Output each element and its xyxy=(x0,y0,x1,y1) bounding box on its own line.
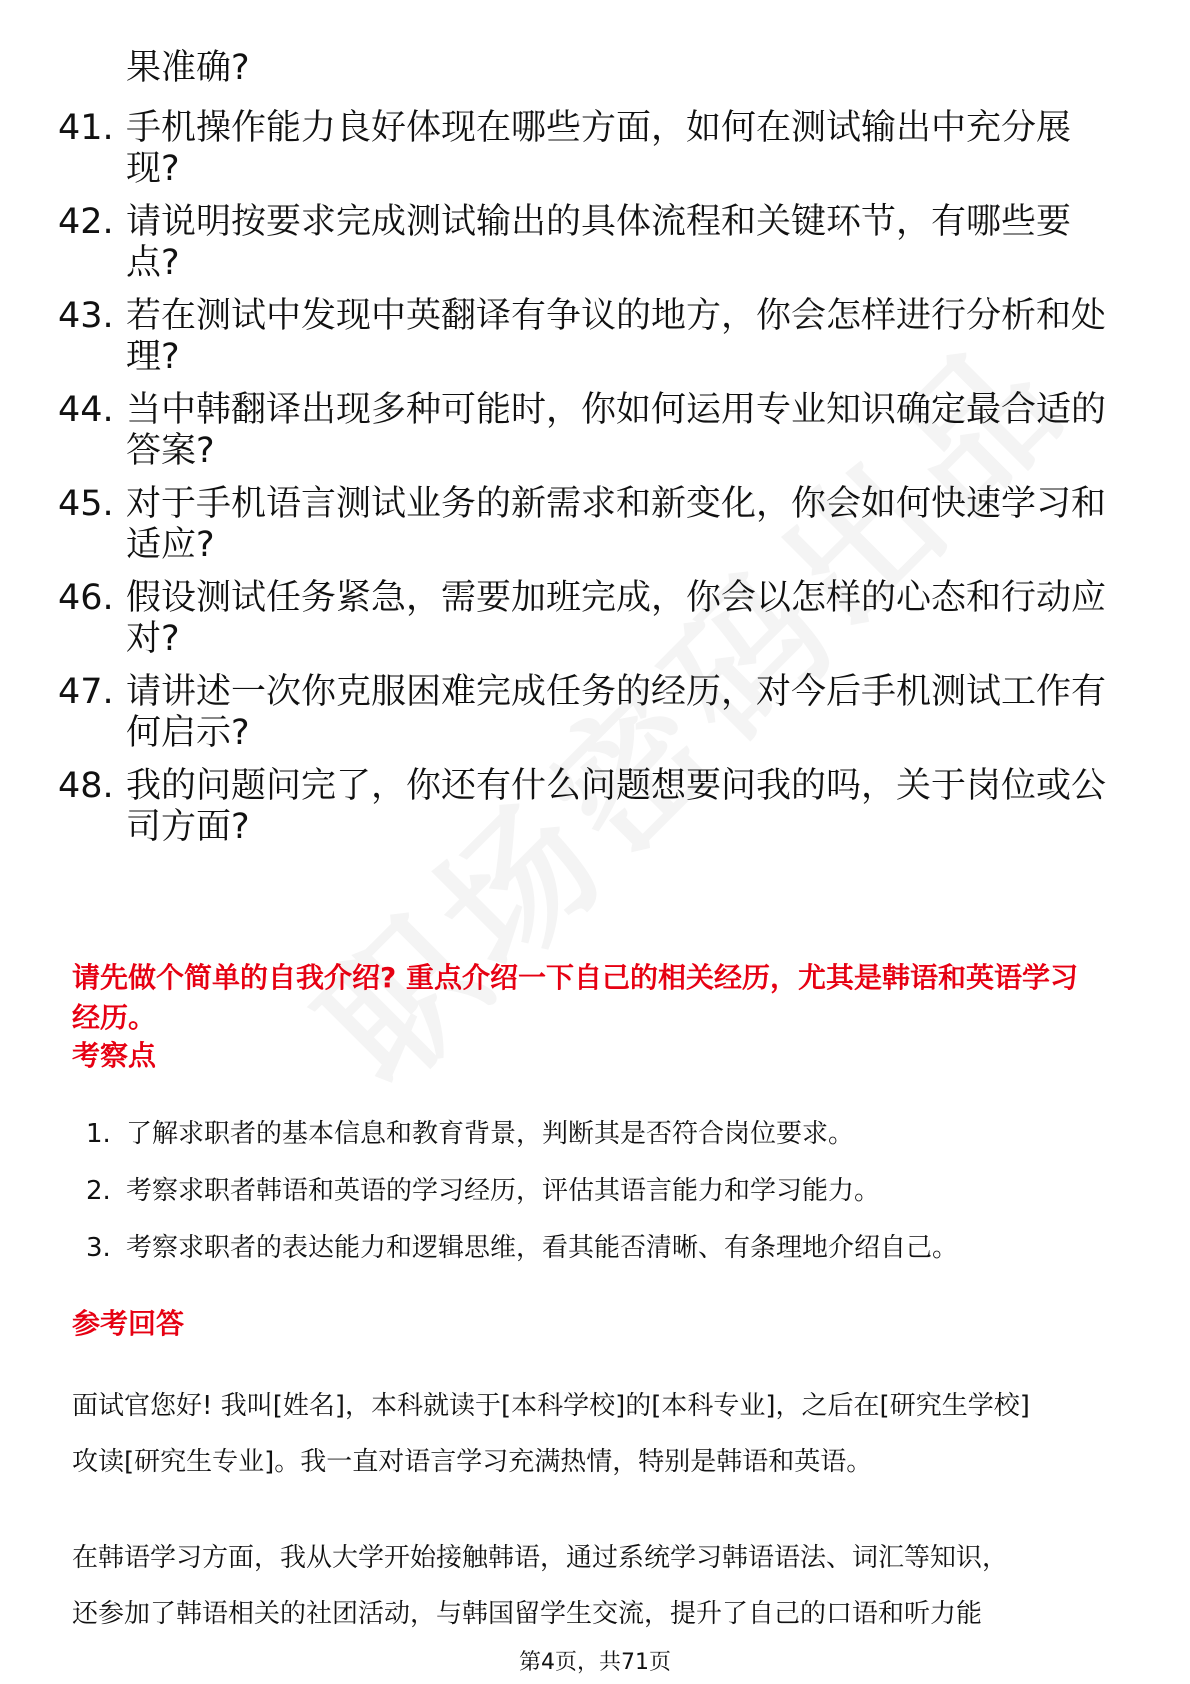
question-number: 46. xyxy=(58,578,114,618)
answer-line: 攻读[研究生专业]。我一直对语言学习充满热情，特别是韩语和英语。 xyxy=(72,1447,873,1477)
point-number: 3. xyxy=(86,1233,111,1263)
point-text: 考察求职者韩语和英语的学习经历，评估其语言能力和学习能力。 xyxy=(126,1176,881,1206)
question-line: 适应? xyxy=(126,525,215,565)
answer-line: 还参加了韩语相关的社团活动，与韩国留学生交流，提升了自己的口语和听力能 xyxy=(72,1599,983,1629)
points-heading: 考察点 xyxy=(72,1039,157,1072)
point-number: 1. xyxy=(86,1119,111,1149)
question-line: 对于手机语言测试业务的新需求和新变化，你会如何快速学习和 xyxy=(126,484,1107,524)
question-number: 47. xyxy=(58,672,114,712)
question-line: 何启示? xyxy=(126,713,250,753)
question-number: 44. xyxy=(58,390,114,430)
answer-heading: 参考回答 xyxy=(72,1307,185,1340)
point-number: 2. xyxy=(86,1176,111,1206)
section-question xyxy=(72,958,1132,1038)
answer-paragraph-1 xyxy=(72,1378,1132,1490)
question-line: 手机操作能力良好体现在哪些方面，如何在测试输出中充分展 xyxy=(126,108,1072,148)
answer-paragraph-2 xyxy=(72,1530,1132,1642)
point-text: 了解求职者的基本信息和教育背景，判断其是否符合岗位要求。 xyxy=(126,1119,855,1149)
question-line: 假设测试任务紧急，需要加班完成，你会以怎样的心态和行动应 xyxy=(126,578,1107,618)
question-line: 请说明按要求完成测试输出的具体流程和关键环节，有哪些要 xyxy=(126,202,1072,242)
point-text: 考察求职者的表达能力和逻辑思维，看其能否清晰、有条理地介绍自己。 xyxy=(126,1233,959,1263)
question-line: 现? xyxy=(126,149,180,189)
question-line: 点? xyxy=(126,243,180,283)
question-line: 当中韩翻译出现多种可能时，你如何运用专业知识确定最合适的 xyxy=(126,390,1107,430)
question-line: 若在测试中发现中英翻译有争议的地方，你会怎样进行分析和处 xyxy=(126,296,1107,336)
answer-line: 面试官您好! 我叫[姓名]，本科就读于[本科学校]的[本科专业]，之后在[研究生学校] xyxy=(72,1391,1030,1421)
question-line: 答案? xyxy=(126,431,215,471)
question-number: 48. xyxy=(58,766,114,806)
question-line: 请讲述一次你克服困难完成任务的经历，对今后手机测试工作有 xyxy=(126,672,1107,712)
section-question-line: 请先做个简单的自我介绍? 重点介绍一下自己的相关经历，尤其是韩语和英语学习 xyxy=(72,961,1078,994)
section-question-line: 经历。 xyxy=(72,1001,157,1034)
answer-line: 在韩语学习方面，我从大学开始接触韩语，通过系统学习韩语语法、词汇等知识， xyxy=(72,1543,1009,1573)
continued-line: 果准确? xyxy=(126,48,250,88)
question-number: 45. xyxy=(58,484,114,524)
question-line: 理? xyxy=(126,337,180,377)
question-line: 我的问题问完了，你还有什么问题想要问我的吗，关于岗位或公 xyxy=(126,766,1107,806)
question-number: 42. xyxy=(58,202,114,242)
question-number: 41. xyxy=(58,108,114,148)
page-footer: 第4页，共71页 xyxy=(519,1650,671,1675)
question-line: 对? xyxy=(126,619,180,659)
question-number: 43. xyxy=(58,296,114,336)
question-line: 司方面? xyxy=(126,807,250,847)
